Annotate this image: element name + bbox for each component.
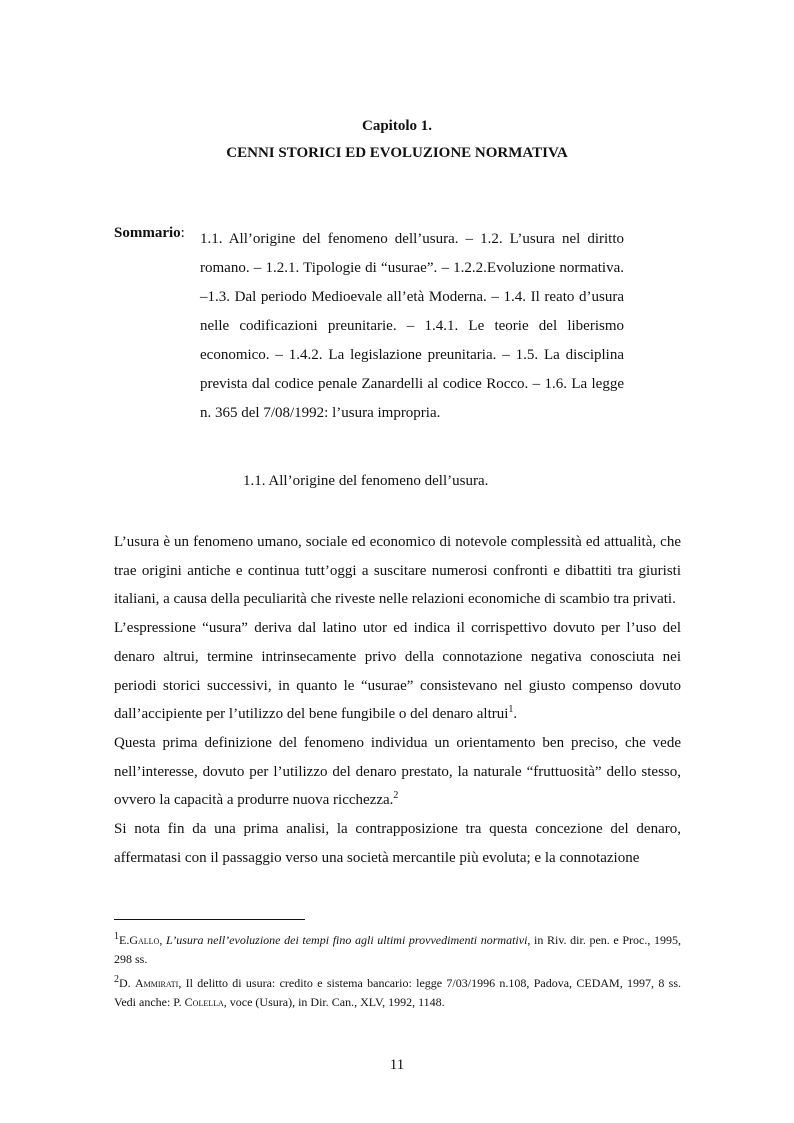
paragraph-2-end: .: [513, 706, 518, 723]
paragraph-2-text: L’espressione “usura” deriva dal latino utor ed indica il corrispettivo dovuto per l’uso del denaro altrui, termine intrinsecamente privo della connotazione negativa conosciuta nei periodi storici successivi, in quanto le “usurae” consistevano nel giusto compenso dovuto dall’accipiente per l’utilizzo del bene fungibile o del denaro altrui: [114, 620, 681, 723]
page-number: 11: [389, 1057, 405, 1073]
footnote-ref-1[interactable]: 1: [508, 704, 514, 716]
paragraph-3-text: Questa prima definizione del fenomeno individua un orientamento ben preciso, che vede nell’interesse, dovuto per l’utilizzo del denaro prestato, la naturale “fruttuosità” dello stesso, ovvero la capacità a produrre nuova ricchezza.: [114, 734, 681, 809]
footnote-2-surname: Ammirati: [134, 976, 179, 990]
paragraph-3: [114, 729, 681, 815]
footnote-2: [114, 974, 681, 1012]
paragraph-1: L’usura è un fenomeno umano, sociale ed economico di notevole complessità ed attualità, che trae origini antiche e continua tutt’oggi a suscitare numerosi confronti e dibattiti tra giuristi italiani, a causa della peculiarità che riveste nelle relazioni economiche di scambio tra privati.: [114, 534, 681, 608]
footnote-1-rest: , in Riv. dir. pen. e Proc., 1995, 298 ss.: [114, 933, 682, 966]
summary-colon: :: [180, 225, 185, 241]
footnotes: [114, 931, 681, 1017]
paragraph-2: [114, 614, 681, 729]
footnote-1-number: 1: [114, 931, 119, 942]
footnote-2-text1: , Il delitto di usura: credito e sistema bancario: legge 7/03/1996 n.108, Padova, CEDAM, 1997, 8 ss. Vedi anche: P.: [114, 976, 681, 1009]
summary-text: 1.1. All’origine del fenomeno dell’usura. – 1.2. L’usura nel diritto romano. – 1.2.1. Tipologie di “usurae”. – 1.2.2.Evoluzione normativa. –1.3. Dal periodo Medioevale all’età Moderna. – 1.4. Il reato d’usura nelle codificazioni preunitarie. – 1.4.1. Le teorie del liberismo economico. – 1.4.2. La legislazione preunitaria. – 1.5. La disciplina prevista dal codice penale Zanardelli al codice Rocco. – 1.6. La legge n. 365 del 7/08/1992: l’usura impropria.: [200, 231, 624, 421]
footnote-1: [114, 931, 681, 969]
footnote-2-number: 2: [114, 974, 119, 985]
footnote-2-initial: D.: [119, 976, 135, 990]
footnote-1-initial: E.: [119, 933, 130, 947]
footnote-ref-2[interactable]: 2: [393, 790, 399, 802]
footnote-separator: [114, 919, 305, 920]
chapter-title: CENNI STORICI ED EVOLUZIONE NORMATIVA: [226, 145, 568, 161]
paragraph-4: Si nota fin da una prima analisi, la contrapposizione tra questa concezione del denaro, affermatasi con il passaggio verso una società mercantile più evoluta; e la connotazione: [114, 821, 681, 866]
footnote-1-surname: Gallo: [129, 933, 160, 947]
footnote-1-title: L’usura nell’evoluzione dei tempi fino agli ultimi provvedimenti normativi: [165, 933, 528, 947]
summary-label-text: Sommario: [114, 225, 181, 241]
summary-label: [114, 225, 185, 242]
body-text: [114, 528, 681, 872]
footnote-2-surname2: Colella: [184, 995, 224, 1009]
chapter-number: Capitolo 1.: [361, 118, 432, 134]
footnote-1-sep: ,: [159, 933, 166, 947]
section-title: 1.1. All’origine del fenomeno dell’usura.: [243, 473, 489, 489]
footnote-2-text2: , voce (Usura), in Dir. Can., XLV, 1992, 1148.: [223, 995, 445, 1009]
